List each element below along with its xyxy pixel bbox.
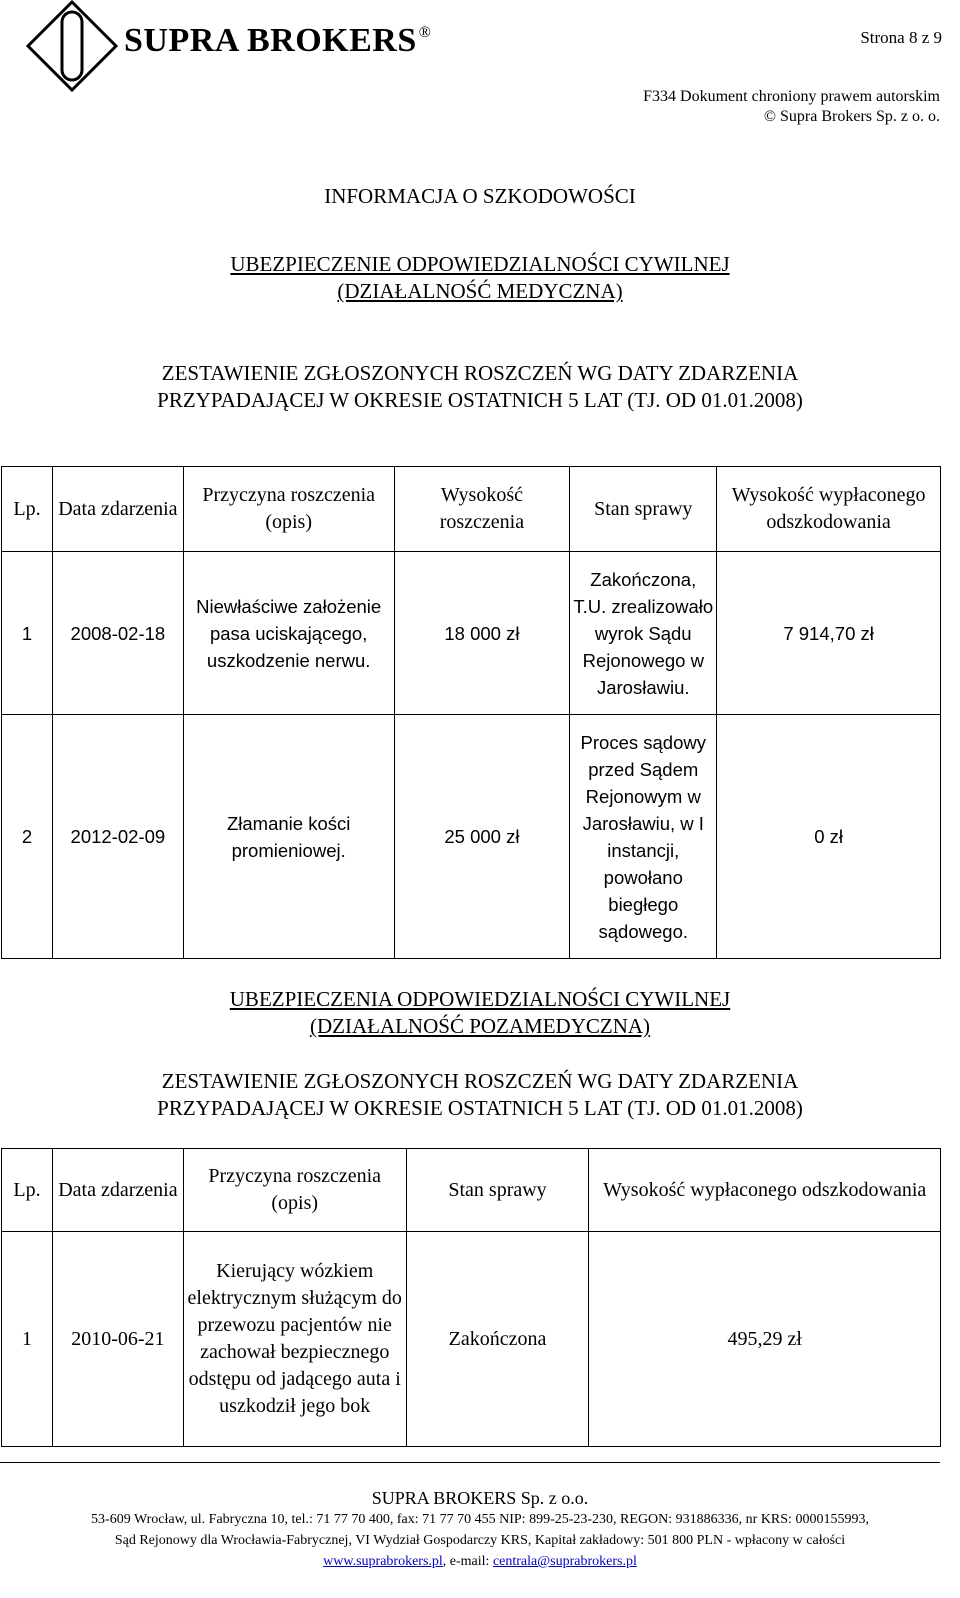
cell-paid: 7 914,70 zł	[717, 552, 941, 715]
table-row	[2, 1232, 941, 1447]
email-label: , e-mail:	[442, 1554, 493, 1569]
cell-cause: Niewłaściwe założenie pasa uciskającego, uszkodzenie nerwu.	[183, 552, 394, 715]
column-header-paid: Wysokość wypłaconego odszkodowania	[589, 1149, 941, 1232]
table-header-row	[2, 467, 941, 552]
brand-name: SUPRA BROKERS ®	[124, 22, 432, 59]
cell-cause: Złamanie kości promieniowej.	[183, 715, 394, 959]
section1-heading-line2: (DZIAŁALNOŚĆ MEDYCZNA)	[337, 279, 623, 303]
supra-brokers-logo-icon	[26, 0, 118, 92]
document-title: INFORMACJA O SZKODOWOŚCI	[324, 184, 636, 208]
website-link[interactable]: www.suprabrokers.pl	[323, 1554, 443, 1569]
column-header-claim-amount: Wysokość roszczenia	[394, 467, 570, 552]
section1-subheading-line1: ZESTAWIENIE ZGŁOSZONYCH ROSZCZEŃ WG DATY ZDARZENIA	[161, 361, 799, 385]
cell-lp: 1	[2, 552, 53, 715]
cell-status: Zakończona	[406, 1232, 589, 1447]
footer-address-line: 53-609 Wrocław, ul. Fabryczna 10, tel.: 71 77 70 400, fax: 71 77 70 455 NIP: 899-25-23-230, REGON: 931886336, nr KRS: 0000155993,	[91, 1512, 869, 1527]
section2-subheading-line1: ZESTAWIENIE ZGŁOSZONYCH ROSZCZEŃ WG DATY ZDARZENIA	[161, 1069, 799, 1093]
table-row	[2, 552, 941, 715]
cell-date: 2012-02-09	[52, 715, 183, 959]
footer-registry-line: Sąd Rejonowy dla Wrocławia-Fabrycznej, VI Wydział Gospodarczy KRS, Kapitał zakładowy: 501 800 PLN - wpłacony w całości	[114, 1533, 846, 1548]
footer-company: SUPRA BROKERS Sp. z o.o.	[371, 1488, 589, 1508]
footer-contact-line	[0, 1552, 960, 1571]
section2-heading-line2: (DZIAŁALNOŚĆ POZAMEDYCZNA)	[309, 1014, 651, 1038]
copyright-line-1: F334 Dokument chroniony prawem autorskim	[643, 88, 940, 105]
cell-status: Proces sądowy przed Sądem Rejonowym w Jarosławiu, w I instancji, powołano biegłego sądowego.	[570, 715, 717, 959]
cell-claim-amount: 18 000 zł	[394, 552, 570, 715]
cell-status: Zakończona, T.U. zrealizowało wyrok Sądu Rejonowego w Jarosławiu.	[570, 552, 717, 715]
section2-subheading-line2: PRZYPADAJĄCEJ W OKRESIE OSTATNICH 5 LAT (TJ. OD 01.01.2008)	[157, 1096, 803, 1120]
copyright-line-2: © Supra Brokers Sp. z o. o.	[763, 108, 940, 125]
cell-lp: 1	[2, 1232, 53, 1447]
cell-date: 2008-02-18	[52, 552, 183, 715]
column-header-paid: Wysokość wypłaconego odszkodowania	[717, 467, 941, 552]
cell-claim-amount: 25 000 zł	[394, 715, 570, 959]
footer-divider	[0, 1462, 940, 1463]
column-header-date: Data zdarzenia	[52, 467, 183, 552]
cell-date: 2010-06-21	[52, 1232, 183, 1447]
column-header-status: Stan sprawy	[406, 1149, 589, 1232]
cell-cause: Kierujący wózkiem elektrycznym służącym do przewozu pacjentów nie zachował bezpiecznego odstępu od jadącego auta i uszkodził jego bok	[183, 1232, 406, 1447]
section2-heading-line1: UBEZPIECZENIA ODPOWIEDZIALNOŚCI CYWILNEJ	[229, 987, 731, 1011]
cell-paid: 495,29 zł	[589, 1232, 941, 1447]
section2-claims-table	[1, 1148, 941, 1447]
cell-lp: 2	[2, 715, 53, 959]
column-header-cause: Przyczyna roszczenia (opis)	[183, 467, 394, 552]
registered-mark: ®	[418, 24, 432, 41]
table-header-row	[2, 1149, 941, 1232]
email-link[interactable]: centrala@suprabrokers.pl	[492, 1554, 637, 1569]
section1-subheading-line2: PRZYPADAJĄCEJ W OKRESIE OSTATNICH 5 LAT (TJ. OD 01.01.2008)	[157, 388, 803, 412]
section1-claims-table	[1, 466, 941, 959]
column-header-lp: Lp.	[2, 1149, 53, 1232]
column-header-cause: Przyczyna roszczenia (opis)	[183, 1149, 406, 1232]
column-header-lp: Lp.	[2, 467, 53, 552]
section1-heading-line1: UBEZPIECZENIE ODPOWIEDZIALNOŚCI CYWILNEJ	[230, 252, 730, 276]
column-header-date: Data zdarzenia	[52, 1149, 183, 1232]
column-header-status: Stan sprawy	[570, 467, 717, 552]
page-number: Strona 8 z 9	[860, 28, 942, 47]
table-row	[2, 715, 941, 959]
cell-paid: 0 zł	[717, 715, 941, 959]
